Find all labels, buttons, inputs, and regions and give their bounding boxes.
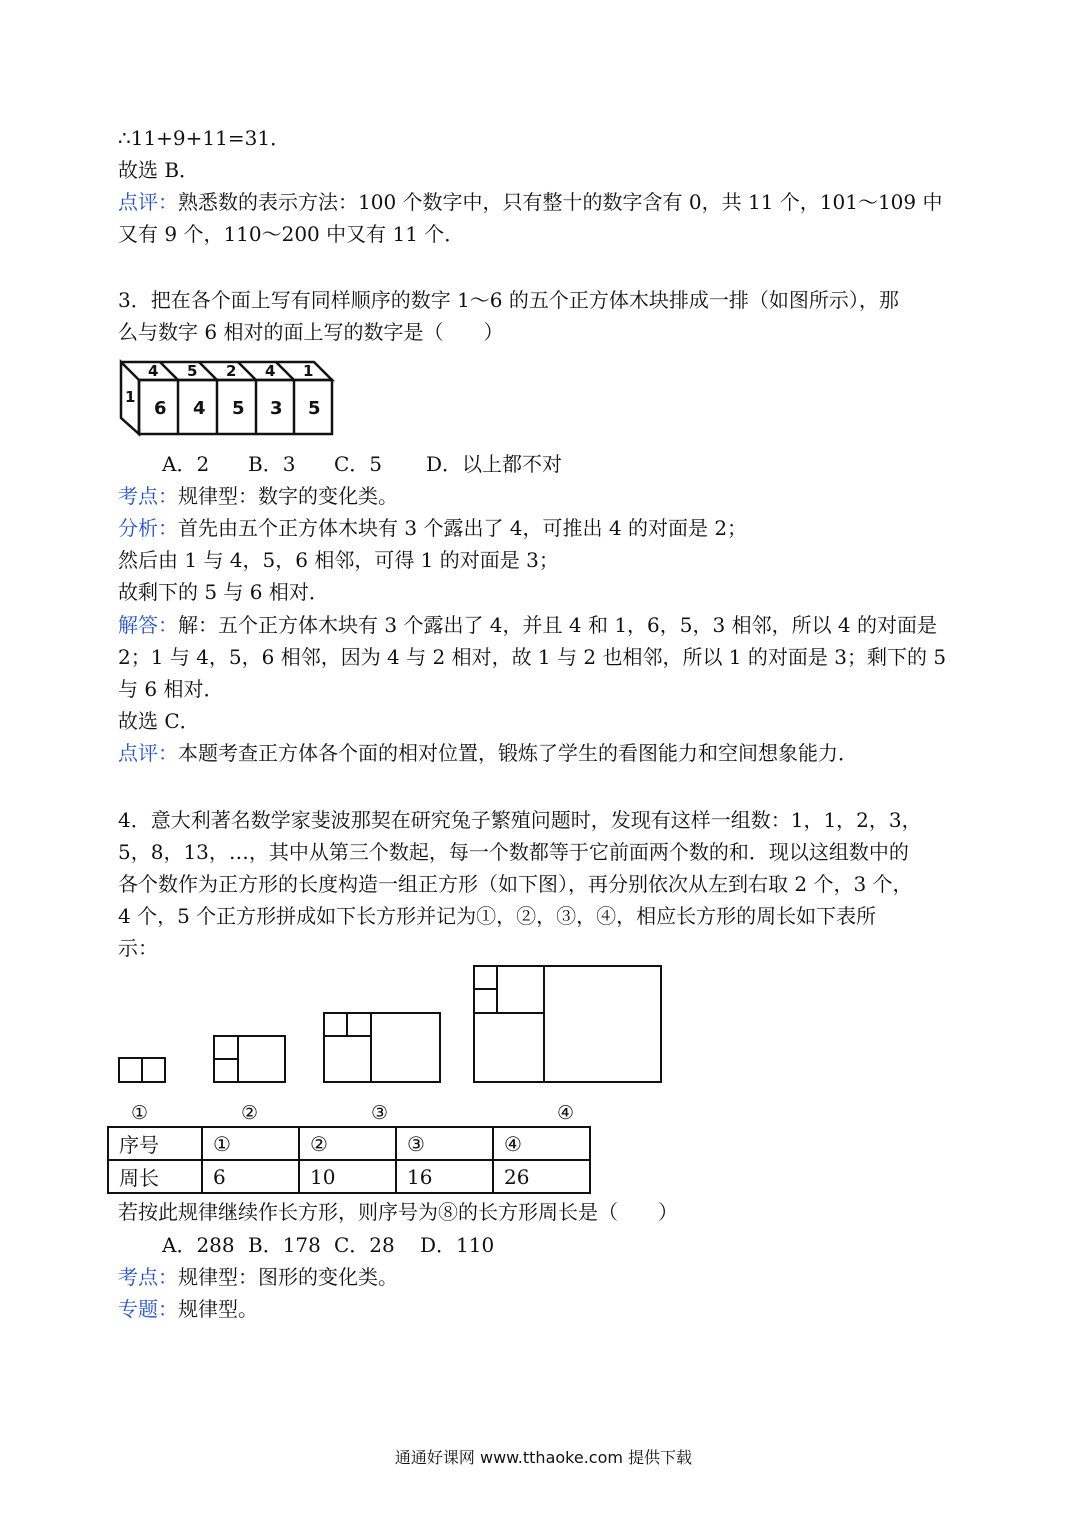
- cube-front-number: 5: [308, 398, 321, 419]
- cube-top-number: 1: [303, 362, 314, 380]
- cube-side-number: 1: [125, 388, 136, 406]
- option-d: D．以上都不对: [426, 452, 563, 476]
- answer-line: 故选 C．: [118, 709, 200, 733]
- text-line: 又有 9 个，110～200 中又有 11 个．: [118, 222, 465, 246]
- table-cell: 6: [202, 1160, 299, 1193]
- pingping-tag: 点评：: [118, 741, 178, 765]
- perimeter-table: [107, 1126, 591, 1194]
- question-4-stem: 4．意大利著名数学家斐波那契在研究兔子繁殖问题时，发现有这样一组数：1，1，2，3，: [118, 808, 922, 832]
- cube-front-number: 6: [154, 398, 167, 419]
- table-row: [108, 1160, 590, 1193]
- table-cell: 序号: [108, 1127, 202, 1160]
- fenxi-tag: 分析：: [118, 516, 178, 540]
- page-footer: 通通好课网 www.tthaoke.com 提供下载: [394, 1448, 693, 1467]
- question-4-options: [162, 1231, 494, 1259]
- table-cell: ③: [396, 1127, 493, 1160]
- zhuanti-tag: 专题：: [118, 1297, 178, 1321]
- zhuanti-text: 规律型。: [178, 1297, 258, 1321]
- text-line: 故选 B．: [118, 158, 200, 182]
- question-3-stem: 么与数字 6 相对的面上写的数字是（ ）: [118, 320, 504, 344]
- table-row: [108, 1127, 590, 1160]
- kaodian-tag: 考点：: [118, 1265, 178, 1289]
- table-cell: 26: [493, 1160, 590, 1193]
- table-cell: ①: [202, 1127, 299, 1160]
- table-cell: 16: [396, 1160, 493, 1193]
- jieda-tag: 解答：: [118, 613, 178, 637]
- cube-top-number: 2: [226, 362, 237, 380]
- comment-tag: 点评：: [118, 190, 178, 214]
- kaodian-line: [118, 1263, 398, 1291]
- option-a: A．2: [162, 452, 210, 476]
- text-line: 与 6 相对．: [118, 677, 224, 701]
- comment-text: 熟悉数的表示方法：100 个数字中，只有整十的数字含有 0，共 11 个，101～109 中: [178, 190, 943, 214]
- option-c: C．5: [334, 452, 383, 476]
- kaodian-text: 规律型：数字的变化类。: [178, 484, 398, 508]
- table-cell: 10: [299, 1160, 396, 1193]
- text-line: 然后由 1 与 4，5，6 相邻，可得 1 的对面是 3；: [118, 548, 559, 572]
- cube-front-number: 4: [193, 398, 206, 419]
- figure-label: ①: [131, 1102, 149, 1124]
- pingping-text: 本题考查正方体各个面的相对位置，锻炼了学生的看图能力和空间想象能力．: [178, 741, 858, 765]
- table-cell: 周长: [108, 1160, 202, 1193]
- question-4-stem: 示：: [118, 936, 158, 960]
- text-line: ∴11+9+11=31．: [118, 126, 291, 150]
- figure-label: ③: [371, 1102, 389, 1124]
- fenxi-text: 首先由五个正方体木块有 3 个露出了 4，可推出 4 的对面是 2；: [178, 516, 748, 540]
- question-4-stem: 各个数作为正方形的长度构造一组正方形（如下图），再分别依次从左到右取 2 个，3 个，: [118, 872, 913, 896]
- cube-top-number: 5: [187, 362, 198, 380]
- figure-label: ②: [241, 1102, 259, 1124]
- question-4-stem: 5，8，13，…，其中从第三个数起，每一个数都等于它前面两个数的和．现以这组数中的: [118, 840, 909, 864]
- kaodian-text: 规律型：图形的变化类。: [178, 1265, 398, 1289]
- figure-label: ④: [557, 1102, 575, 1124]
- zhuanti-line: [118, 1295, 258, 1323]
- text-line: 故剩下的 5 与 6 相对．: [118, 580, 329, 604]
- question-3-stem: 3．把在各个面上写有同样顺序的数字 1～6 的五个正方体木块排成一排（如图所示），那: [118, 288, 899, 312]
- table-cell: ④: [493, 1127, 590, 1160]
- option-b: B．178: [248, 1233, 321, 1257]
- cube-front-number: 5: [232, 398, 245, 419]
- option-a: A．288: [162, 1233, 235, 1257]
- table-cell: ②: [299, 1127, 396, 1160]
- question-4-prompt: 若按此规律继续作长方形，则序号为⑧的长方形周长是（ ）: [118, 1200, 678, 1224]
- jieda-text: 解：五个正方体木块有 3 个露出了 4，并且 4 和 1，6，5，3 相邻，所以 4 的对面是: [178, 613, 938, 637]
- option-b: B．3: [248, 452, 296, 476]
- option-d: D．110: [420, 1233, 495, 1257]
- cube-top-number: 4: [265, 362, 276, 380]
- option-c: C．28: [334, 1233, 395, 1257]
- cube-front-number: 3: [270, 398, 283, 419]
- text-line: 2；1 与 4，5，6 相邻，因为 4 与 2 相对，故 1 与 2 也相邻，所以 1 的对面是 3；剩下的 5: [118, 645, 947, 669]
- cube-top-number: 4: [148, 362, 159, 380]
- kaodian-tag: 考点：: [118, 484, 178, 508]
- question-4-stem: 4 个，5 个正方形拼成如下长方形并记为①，②，③，④，相应长方形的周长如下表所: [118, 904, 877, 928]
